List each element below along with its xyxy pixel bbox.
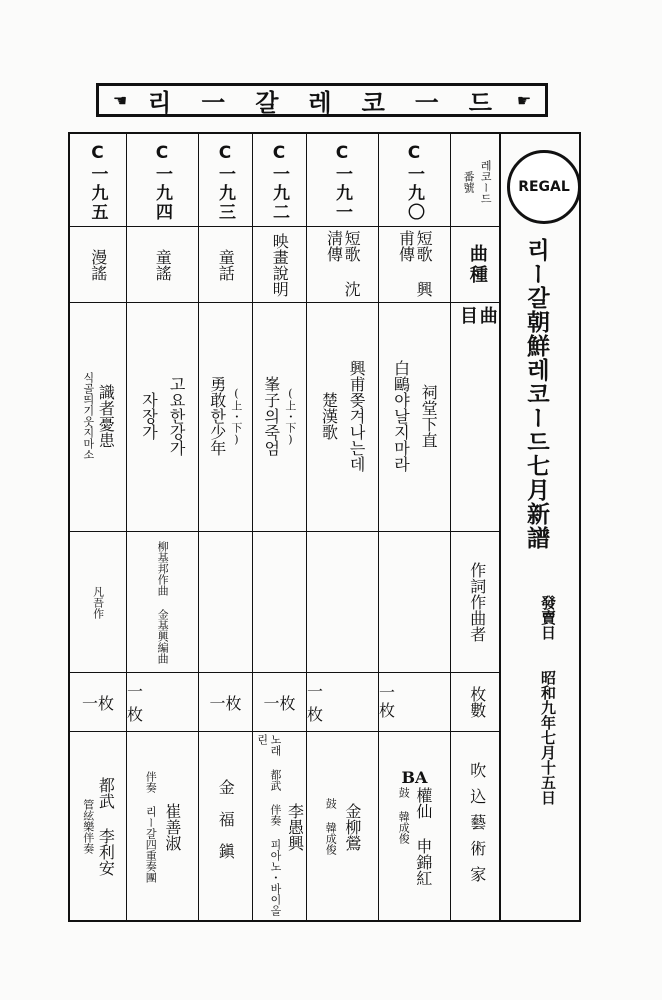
catalog-number: C一九五 (87, 142, 108, 222)
record-column (252, 134, 306, 920)
title-b: 祠堂下直 (419, 384, 439, 448)
banner-title (135, 83, 509, 118)
header-genre: 曲種 (466, 244, 488, 286)
release-label: 發賣日 (539, 595, 557, 640)
genre: 漫謠 (88, 249, 108, 281)
side-title: 리ー갈朝鮮레코ー드七月新譜 (523, 238, 549, 550)
hand-right-icon: ☛ (516, 90, 532, 110)
count: 一枚 (379, 683, 420, 720)
title-a: 楚漢歌 (319, 392, 339, 440)
artist-sub: 管絃樂伴奏 (81, 799, 95, 854)
banner-char: 레 (308, 88, 336, 117)
title-a: 白鷗야날지마라 (391, 360, 411, 472)
artist-sub: 鼓 韓成俊 (397, 786, 411, 844)
artist-main: 金福鎭 (216, 778, 236, 875)
genre: 映畫說明 (270, 233, 290, 297)
title-banner (96, 83, 548, 117)
record-column (306, 134, 378, 920)
catalog-number: C一九二 (269, 142, 289, 222)
artist-sub: 鼓 韓成俊 (324, 798, 338, 855)
banner-char: 드 (468, 88, 496, 117)
count: 一枚 (307, 682, 348, 724)
record-column (70, 134, 126, 920)
artist-main: 權仙 申錦紅 (413, 786, 433, 886)
title-b: (上・下) (283, 386, 297, 446)
title-a: 자장가 (139, 392, 159, 440)
header-count: 枚數 (467, 686, 487, 718)
header-number-small: 레코ー드 (479, 159, 493, 204)
catalog-number: C一九三 (215, 142, 235, 222)
record-column (198, 134, 252, 920)
title-a: 峯子의죽엄 (261, 376, 281, 456)
logo-text: REGAL (518, 179, 570, 195)
banner-char: 갈 (255, 88, 283, 117)
record-table (68, 132, 501, 922)
composer: 柳基邦作曲 金基興編曲 (156, 540, 170, 664)
header-title: 曲目 (457, 306, 498, 444)
genre: 童謠 (153, 249, 173, 281)
title-b: 識者憂患 (96, 384, 116, 448)
banner-char: 리 (148, 88, 176, 117)
genre: 短歌 沈淸傳 (324, 230, 362, 297)
banner-char: 一 (414, 88, 443, 117)
count: 一枚 (127, 682, 168, 724)
title-a: 勇敢한少年 (207, 376, 227, 456)
release-date: 昭和九年七月十五日 (539, 670, 557, 805)
header-artist: 吹込藝術家 (467, 761, 487, 892)
record-column (378, 134, 450, 920)
catalog-number: C一九一 (332, 142, 352, 222)
artist-top: BA (401, 767, 428, 787)
title-b: (上・下) (229, 386, 243, 446)
header-composer: 作詞作曲者 (467, 562, 487, 642)
header-number: 番號 (462, 170, 475, 193)
regal-logo (507, 150, 581, 224)
catalog-number: C一九〇 (404, 142, 424, 222)
catalog-number: C一九四 (152, 142, 172, 222)
artist-sub: 노래 都武 伴奏 피아노・바이올린 (255, 734, 282, 916)
banner-char: 一 (201, 88, 230, 117)
banner-char: 코 (361, 88, 389, 117)
count: 一枚 (81, 693, 114, 713)
title-b: 興甫쫒겨나는데 (347, 360, 367, 472)
count: 一枚 (209, 693, 242, 713)
hand-left-icon: ☚ (112, 90, 128, 110)
artist-main: 金柳鶯 (342, 802, 362, 851)
title-b: 고요한강가 (167, 376, 187, 456)
artist-main: 崔善淑 (162, 802, 182, 851)
artist-main: 李愚興 (285, 802, 305, 851)
artist-sub: 伴奏 리ー갈四重奏團 (144, 770, 158, 883)
record-column (126, 134, 198, 920)
genre: 童話 (216, 249, 236, 281)
artist-main: 都武 李利安 (96, 777, 116, 876)
composer: 凡吾作 (91, 585, 105, 619)
title-a: 식골띄기웃지마소 (81, 372, 95, 460)
genre: 短歌 興甫傳 (396, 230, 434, 297)
count: 一枚 (263, 693, 296, 713)
